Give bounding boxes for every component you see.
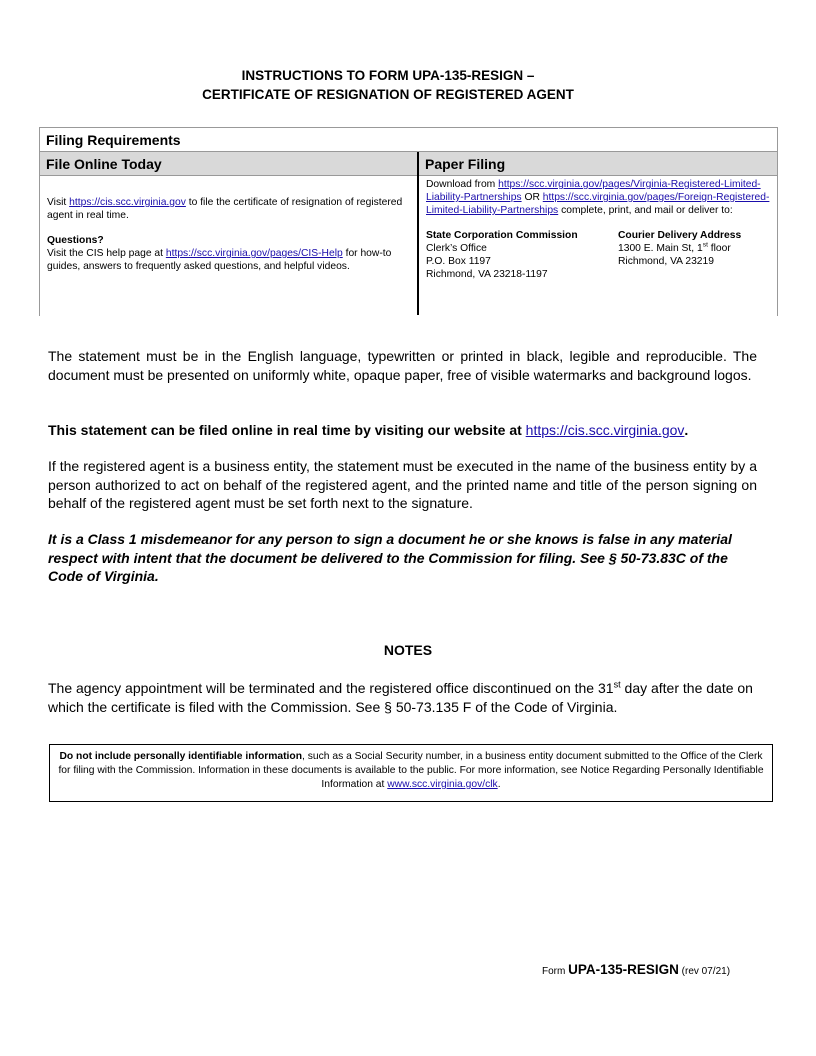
foreign-rllp-link[interactable]: https://scc.virginia.gov/pages/Foreign-Registered-Limited-Liability-Partnerships xyxy=(426,192,770,216)
cis-help-link[interactable]: https://scc.virginia.gov/pages/CIS-Help xyxy=(165,248,343,259)
paper-filing-column xyxy=(419,152,777,315)
table-header: Filing Requirements xyxy=(40,128,777,152)
notes-text: The agency appointment will be terminated and the registered office discontinued on the 31st day after the date on which the certificate is filed with the Commission. See § 50-73.135 F of the Code of Virginia. xyxy=(48,679,753,715)
mail-address: State Corporation Commission Clerk’s Office P.O. Box 1197 Richmond, VA 23218-1197 xyxy=(426,230,578,280)
title-line-2: CERTIFICATE OF RESIGNATION OF REGISTERED AGENT xyxy=(202,87,574,102)
paper-filing-heading: Paper Filing xyxy=(419,152,777,176)
paragraph-business-entity: If the registered agent is a business entity, the statement must be executed in the name of the business entity by a person authorized to act on behalf of the registered agent, and the printed name and title of the person signing on behalf of the registered agent must be set forth next to the signature. xyxy=(48,458,757,511)
paragraph-misdemeanor-warning: It is a Class 1 misdemeanor for any person to sign a document he or she knows is false in any material respect with intent that the document be delivered to the Commission for filing. See § 50-73.83C of the Code of Virginia. xyxy=(48,531,732,584)
download-text: Download from https://scc.virginia.gov/pages/Virginia-Registered-Limited-Liability-Partnerships OR https://scc.virginia.gov/pages/Foreign-Registered-Limited-Liability-Partnerships complete, print, and mail or deliver to: xyxy=(426,179,770,216)
visit-online-text: Visit https://cis.scc.virginia.gov to file the certificate of resignation of registered agent in real time. xyxy=(47,197,403,221)
title-line-1: INSTRUCTIONS TO FORM UPA-135-RESIGN – xyxy=(241,68,535,83)
file-online-column xyxy=(40,152,419,315)
filing-requirements-table xyxy=(39,127,778,316)
website-link[interactable]: https://cis.scc.virginia.gov xyxy=(525,422,685,438)
courier-address: Courier Delivery Address 1300 E. Main St, 1st floor Richmond, VA 23219 xyxy=(618,230,742,267)
document-title xyxy=(0,66,776,104)
notes-heading: NOTES xyxy=(383,642,433,658)
cis-link[interactable]: https://cis.scc.virginia.gov xyxy=(69,197,186,208)
form-footer: Form UPA-135-RESIGN (rev 07/21) xyxy=(542,962,731,977)
file-online-heading: File Online Today xyxy=(40,152,417,176)
virginia-rllp-link[interactable]: https://scc.virginia.gov/pages/Virginia-Registered-Limited-Liability-Partnerships xyxy=(426,179,761,203)
help-text: Visit the CIS help page at https://scc.virginia.gov/pages/CIS-Help for how-to guides, answers to frequently asked questions, and helpful videos. xyxy=(47,248,392,272)
questions-label: Questions? xyxy=(47,235,104,246)
clerk-link[interactable]: www.scc.virginia.gov/clk xyxy=(387,779,498,790)
paragraph-format-requirements: The statement must be in the English language, typewritten or printed in black, legible and reproducible. The document must be presented on uniformly white, opaque paper, free of visible watermarks and background logos. xyxy=(48,348,757,383)
pii-notice-box: Do not include personally identifiable information, such as a Social Security number, in a business entity document submitted to the Office of the Clerk for filing with the Commission. Information in these documents is available to the public. For more information, see Notice Regarding Personally Identifiable Information at www.scc.virginia.gov/clk. xyxy=(49,744,773,802)
paragraph-file-online: This statement can be filed online in real time by visiting our website at https://cis.scc.virginia.gov. xyxy=(48,422,689,438)
